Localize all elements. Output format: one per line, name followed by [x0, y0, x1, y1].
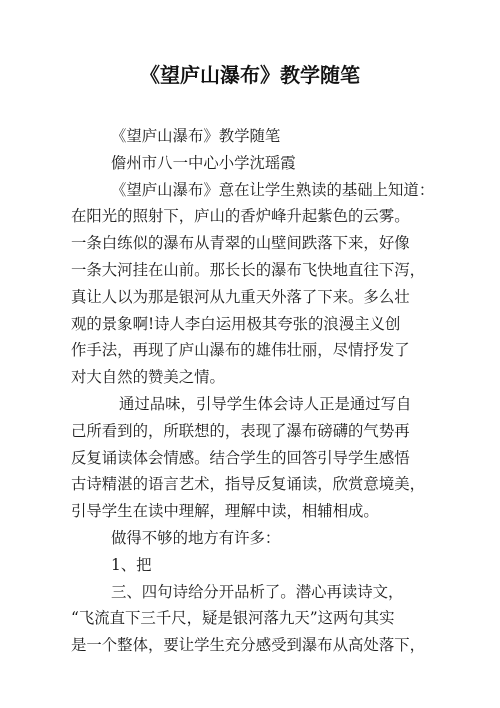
body-line: 一条白练似的瀑布从青翠的山壁间跌落下来，好像: [71, 234, 410, 253]
body-line: 做得不够的地方有许多：: [111, 528, 281, 547]
body-line: 作手法，再现了庐山瀑布的雄伟壮丽，尽情抒发了: [71, 341, 410, 360]
body-line: 引导学生在读中理解，理解中读，相辅相成。: [71, 502, 379, 521]
body-line: 古诗精湛的语言艺术，指导反复诵读，欣赏意境美，: [71, 475, 425, 494]
body-line: 通过品味，引导学生体会诗人正是通过写自: [119, 394, 412, 413]
document-body: [71, 123, 441, 659]
body-line: 是一个整体，要让学生充分感受到瀑布从高处落下，: [71, 636, 425, 655]
body-line: “飞流直下三千尺，疑是银河落九天”这两句其实: [71, 609, 395, 628]
body-line: 一条大河挂在山前。那长长的瀑布飞快地直往下泻，: [71, 260, 425, 279]
body-line: 1、把: [111, 555, 152, 574]
body-line: 对大自然的赞美之情。: [71, 368, 225, 387]
body-line: 真让人以为那是银河从九重天外落了下来。多么壮: [71, 287, 410, 306]
body-line: 己所看到的，所联想的，表现了瀑布磅礴的气势再: [71, 421, 410, 440]
body-line: 三、四句诗给分开品析了。潜心再读诗文，: [111, 582, 404, 601]
body-line: 观的景象啊!诗人李白运用极其夸张的浪漫主义创: [71, 314, 401, 333]
body-line: 《望庐山瀑布》教学随笔: [111, 127, 281, 145]
body-line: 《望庐山瀑布》意在让学生熟读的基础上知道：: [111, 180, 435, 199]
document-title: 《望庐山瀑布》教学随笔: [140, 63, 360, 87]
body-line: 儋州市八一中心小学沈瑶霞: [111, 153, 296, 172]
body-line: 在阳光的照射下，庐山的香炉峰升起紫色的云雾。: [71, 207, 410, 226]
body-line: 反复诵读体会情感。结合学生的回答引导学生感悟: [71, 448, 410, 467]
